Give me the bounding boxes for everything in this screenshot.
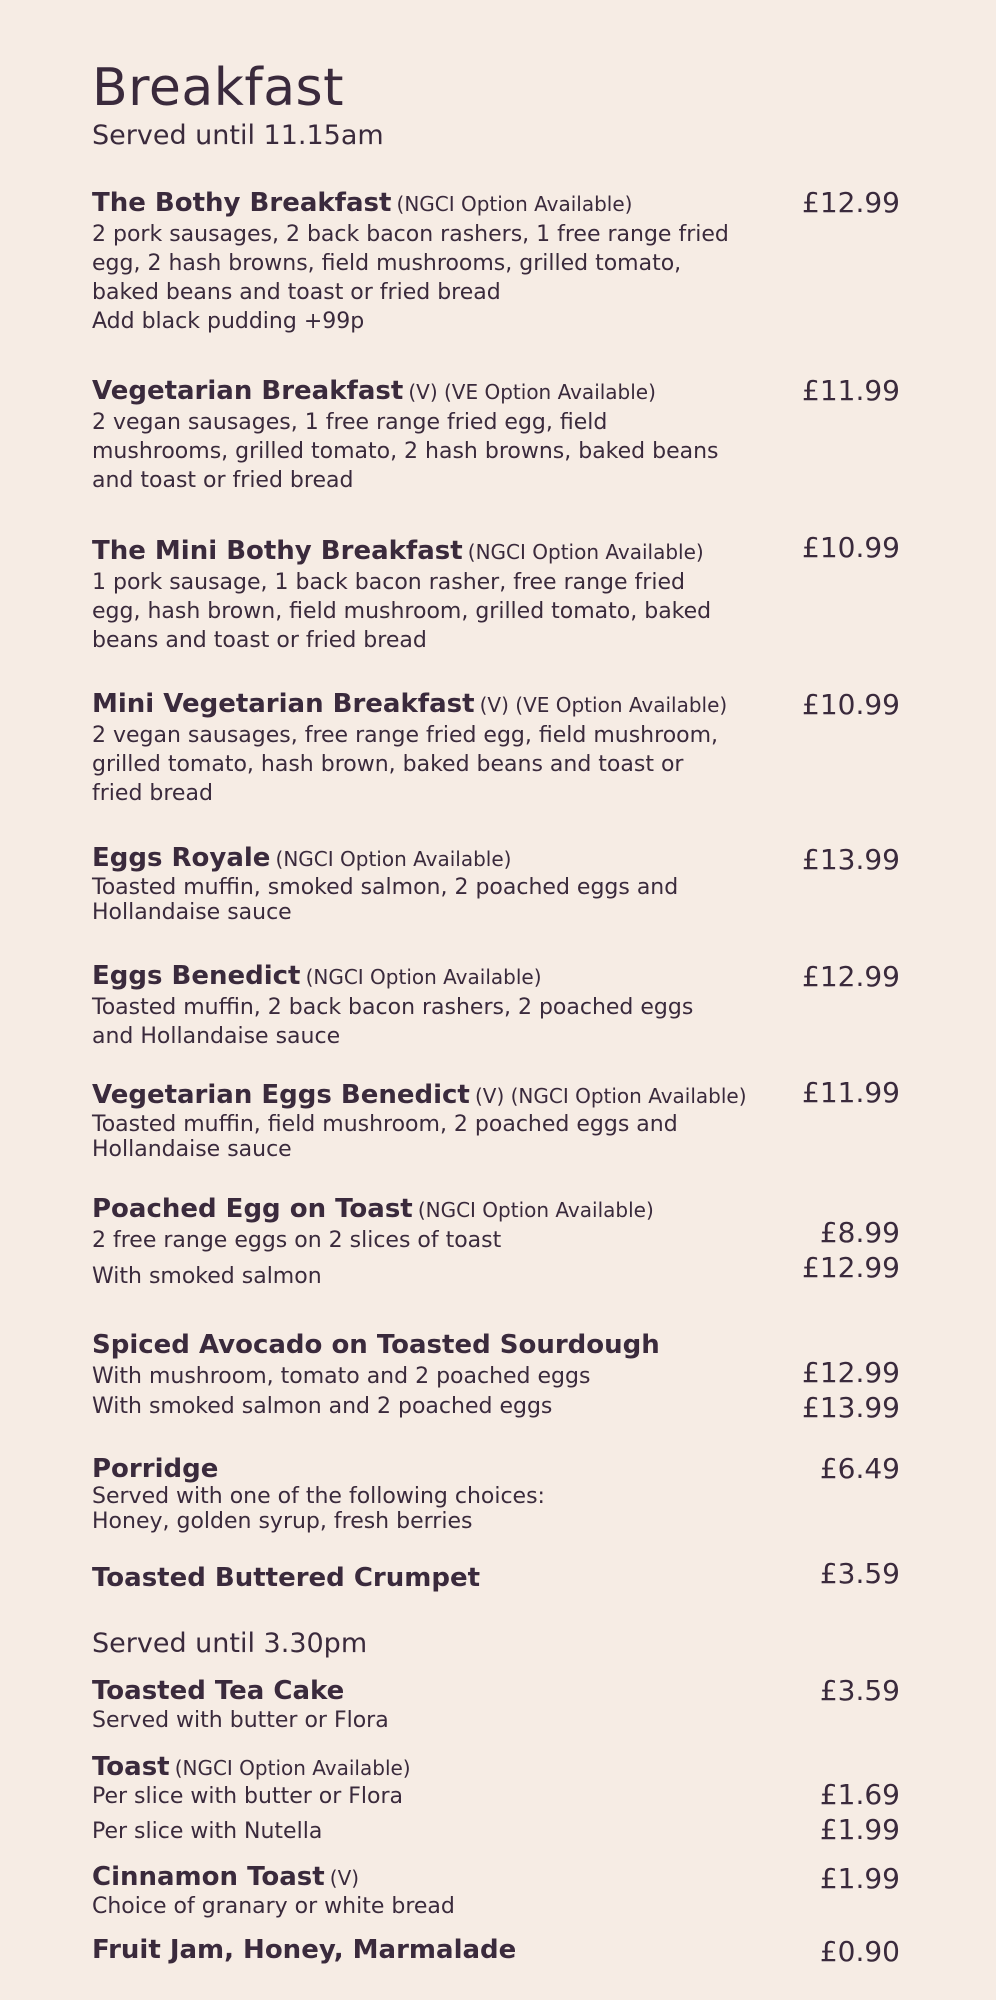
menu-item-fruit-jam	[92, 1935, 516, 1965]
item-option: With smoked salmon	[92, 1264, 322, 1289]
item-tag: (NGCI Option Available)	[275, 847, 512, 871]
item-name: Vegetarian Breakfast	[92, 376, 404, 406]
price: £6.49	[819, 1452, 900, 1485]
item-name: Toast	[92, 1752, 170, 1782]
menu-item-cinnamon-toast	[92, 1862, 455, 1919]
item-tag: (NGCI Option Available)	[174, 1756, 411, 1780]
item-name: Fruit Jam, Honey, Marmalade	[92, 1935, 517, 1965]
item-name: Mini Vegetarian Breakfast	[92, 689, 475, 719]
item-tag: (NGCI Option Available)	[396, 192, 633, 216]
price: £11.99	[802, 374, 900, 407]
price: £12.99	[802, 960, 900, 993]
price: £10.99	[802, 531, 900, 564]
price: £13.99	[802, 1391, 900, 1424]
item-description: 2 pork sausages, 2 back bacon rashers, 1 free range fried egg, 2 hash browns, field mushrooms, grilled tomato, baked beans and toast or fried bread	[92, 222, 729, 305]
menu-item-mini-bothy-breakfast	[92, 536, 732, 655]
item-name: Poached Egg on Toast	[92, 1194, 413, 1224]
item-option: Per slice with butter or Flora	[92, 1784, 404, 1809]
item-tag: (V)	[329, 1866, 360, 1890]
item-description: 2 vegan sausages, 1 free range fried egg, field mushrooms, grilled tomato, 2 hash browns, baked beans and toast or fried bread	[92, 410, 719, 493]
item-name: Spiced Avocado on Toasted Sourdough	[92, 1330, 660, 1360]
menu-item-vegetarian-eggs-benedict	[92, 1080, 747, 1162]
page-subtitle: Served until 11.15am	[92, 120, 384, 151]
item-name: Porridge	[92, 1454, 219, 1484]
item-name: Toasted Tea Cake	[92, 1676, 345, 1706]
item-option: With smoked salmon and 2 poached eggs	[92, 1394, 553, 1419]
menu-item-mini-vegetarian-breakfast	[92, 689, 732, 808]
price: £12.99	[802, 1356, 900, 1389]
menu-item-bothy-breakfast	[92, 188, 732, 336]
menu-item-porridge	[92, 1454, 592, 1534]
item-option: Per slice with Nutella	[92, 1819, 323, 1844]
item-option: 2 free range eggs on 2 slices of toast	[92, 1228, 502, 1253]
item-tag: (NGCI Option Available)	[417, 1198, 654, 1222]
item-name: Eggs Royale	[92, 843, 271, 873]
price: £8.99	[819, 1216, 900, 1249]
section-note: Served until 3.30pm	[92, 1628, 368, 1659]
price: £10.99	[802, 688, 900, 721]
price: £0.90	[819, 1935, 900, 1968]
price: £3.59	[819, 1557, 900, 1590]
item-description: 2 vegan sausages, free range fried egg, field mushroom, grilled tomato, hash brown, baked beans and toast or fried bread	[92, 723, 719, 806]
menu-item-toasted-tea-cake	[92, 1676, 389, 1733]
item-name: Toasted Buttered Crumpet	[92, 1563, 481, 1593]
item-name: Eggs Benedict	[92, 961, 301, 991]
menu-item-toast	[92, 1752, 411, 1782]
item-name: The Bothy Breakfast	[92, 188, 392, 218]
price: £1.99	[819, 1862, 900, 1895]
item-description: Served with butter or Flora	[92, 1708, 389, 1733]
item-option: With mushroom, tomato and 2 poached eggs	[92, 1364, 591, 1389]
item-description: Toasted muffin, field mushroom, 2 poached eggs and Hollandaise sauce	[92, 1112, 678, 1162]
price: £13.99	[802, 843, 900, 876]
menu-item-poached-egg-on-toast	[92, 1194, 654, 1224]
menu-item-vegetarian-breakfast	[92, 376, 732, 495]
item-tag: (NGCI Option Available)	[467, 540, 704, 564]
item-name: The Mini Bothy Breakfast	[92, 536, 463, 566]
item-extra: Add black pudding +99p	[92, 309, 365, 334]
price: £11.99	[802, 1076, 900, 1109]
item-description: Toasted muffin, smoked salmon, 2 poached eggs and Hollandaise sauce	[92, 875, 679, 925]
item-tag: (V) (NGCI Option Available)	[474, 1084, 747, 1108]
price: £12.99	[802, 186, 900, 219]
page-title: Breakfast	[92, 58, 345, 118]
item-description: Toasted muffin, 2 back bacon rashers, 2 poached eggs and Hollandaise sauce	[92, 995, 694, 1049]
menu-item-spiced-avocado	[92, 1330, 660, 1360]
menu-item-crumpet	[92, 1563, 480, 1593]
item-description: 1 pork sausage, 1 back bacon rasher, free range fried egg, hash brown, field mushroom, grilled tomato, baked beans and toast or fried bread	[92, 570, 712, 653]
item-name: Cinnamon Toast	[92, 1862, 325, 1892]
item-description: Choice of granary or white bread	[92, 1894, 455, 1919]
item-description: Served with one of the following choices: Honey, golden syrup, fresh berries	[92, 1484, 545, 1534]
item-name: Vegetarian Eggs Benedict	[92, 1080, 470, 1110]
item-tag: (V) (VE Option Available)	[479, 693, 728, 717]
menu-item-eggs-benedict	[92, 961, 732, 1051]
item-tag: (V) (VE Option Available)	[408, 380, 656, 404]
menu-item-eggs-royale	[92, 843, 692, 925]
price: £12.99	[802, 1251, 900, 1284]
price: £1.99	[819, 1813, 900, 1846]
price: £3.59	[819, 1674, 900, 1707]
price: £1.69	[819, 1778, 900, 1811]
item-tag: (NGCI Option Available)	[305, 965, 542, 989]
